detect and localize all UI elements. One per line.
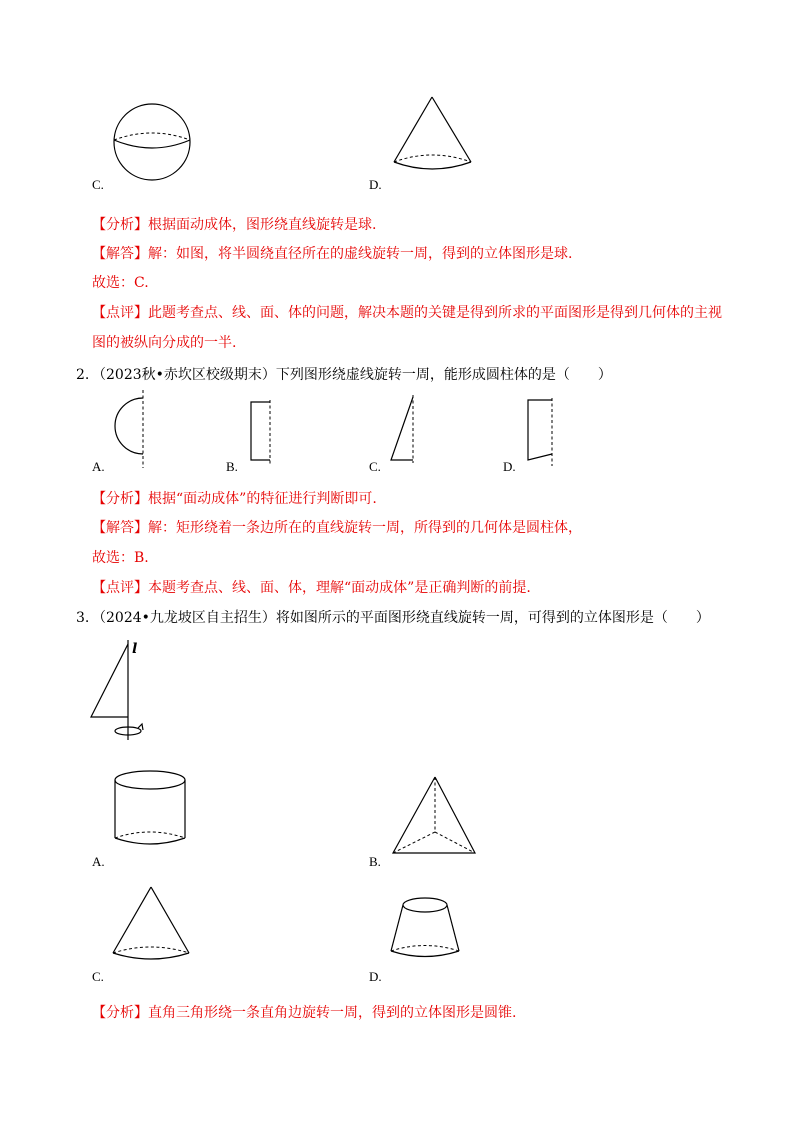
q1-analysis: 【分析】根据面动成体，图形绕直线旋转是球. — [92, 217, 377, 233]
q2-number: 2. — [76, 367, 90, 383]
q2-option-a: A. — [92, 459, 105, 474]
q1-option-c: C. — [92, 177, 104, 192]
q2-option-c: C. — [369, 459, 381, 474]
cone-figure — [390, 95, 480, 180]
q1-answer: 【解答】解：如图，将半圆绕直径所在的虚线旋转一周，得到的立体图形是球. — [92, 246, 573, 262]
q1-comment-line1: 【点评】此题考查点、线、面、体的问题，解决本题的关键是得到所求的平面图形是得到几何体的主视 — [92, 305, 722, 321]
q2-option-d: D. — [503, 459, 516, 474]
q2-comment: 【点评】本题考查点、线、面、体，理解“面动成体”是正确判断的前提. — [92, 580, 531, 596]
q2-rectangle-figure — [248, 400, 278, 465]
q3-axis-label: l — [132, 641, 138, 657]
q3-number: 3. — [76, 610, 90, 626]
q3-cone-figure — [110, 885, 195, 970]
sphere-figure — [110, 100, 200, 185]
q1-comment-line2: 图的被纵向分成的一半. — [92, 335, 237, 351]
q3-cylinder-figure — [112, 768, 192, 853]
q2-choice: 故选：B. — [92, 550, 149, 566]
q2-half-circle-figure — [112, 390, 152, 470]
q2-option-b: B. — [226, 459, 238, 474]
q2-triangle-figure — [388, 395, 418, 465]
q3-option-b: B. — [369, 854, 381, 869]
q3-pyramid-figure — [390, 775, 485, 860]
q3-frustum-figure — [388, 893, 468, 968]
q3-option-d: D. — [369, 969, 382, 984]
q3-stem: （2024•九龙坡区自主招生）将如图所示的平面图形绕直线旋转一周，可得到的立体图形是（ ） — [92, 610, 710, 626]
q3-analysis: 【分析】直角三角形绕一条直角边旋转一周，得到的立体图形是圆锥. — [92, 1005, 517, 1021]
q3-option-a: A. — [92, 854, 105, 869]
q2-answer: 【解答】解：矩形绕着一条边所在的直线旋转一周，所得到的几何体是圆柱体， — [92, 520, 582, 536]
q2-trapezoid-figure — [524, 398, 558, 468]
q2-stem: （2023秋•赤坎区校级期末）下列图形绕虚线旋转一周，能形成圆柱体的是（ ） — [92, 367, 612, 383]
q3-option-c: C. — [92, 969, 104, 984]
q1-option-d: D. — [369, 177, 382, 192]
q3-right-triangle-figure — [88, 640, 158, 750]
q2-analysis: 【分析】根据“面动成体”的特征进行判断即可. — [92, 491, 377, 507]
q1-choice: 故选：C. — [92, 275, 149, 291]
